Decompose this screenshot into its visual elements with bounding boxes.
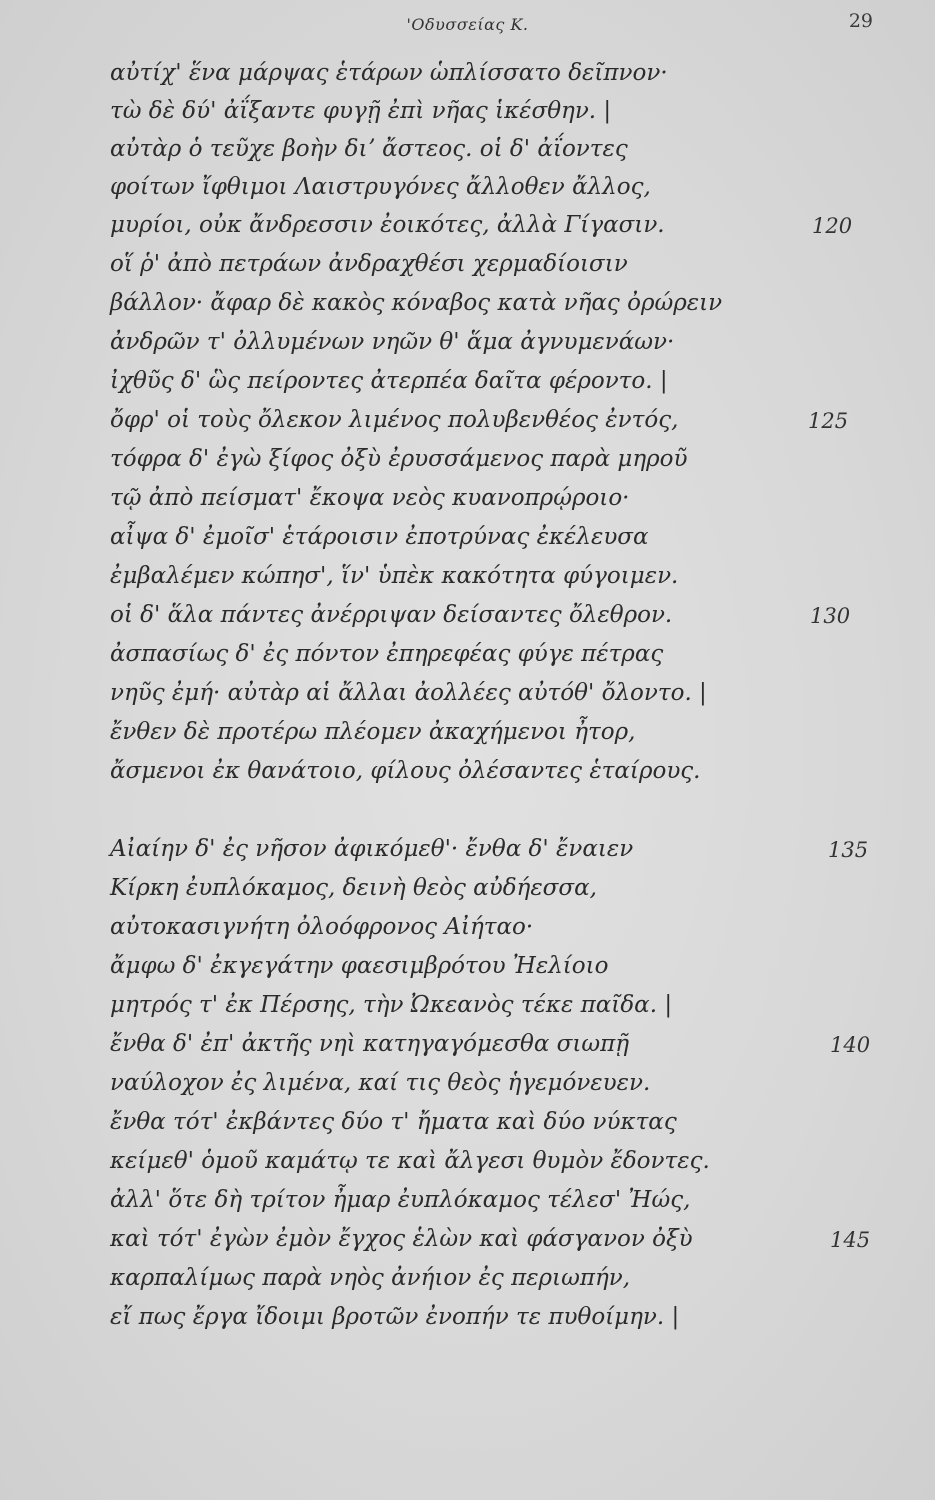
verse-line: τῷ ἀπὸ πείσματ' ἔκοψα νεὸς κυανοπρῴροιο· bbox=[110, 485, 630, 511]
verse-line: ἀλλ' ὅτε δὴ τρίτον ἦμαρ ἐυπλόκαμος τέλεσ' Ἠώς, bbox=[110, 1187, 691, 1213]
verse-line: ἄσμενοι ἐκ θανάτοιο, φίλους ὀλέσαντες ἑταίρους. bbox=[110, 758, 701, 784]
verse-line: βάλλον· ἄφαρ δὲ κακὸς κόναβος κατὰ νῆας ὀρώρειν bbox=[110, 290, 723, 316]
verse-line: ἔνθεν δὲ προτέρω πλέομεν ἀκαχήμενοι ἦτορ, bbox=[110, 719, 636, 745]
verse-line: ἔνθα δ' ἐπ' ἀκτῆς νηὶ κατηγαγόμεσθα σιωπῇ bbox=[110, 1031, 630, 1057]
verse-line: μητρός τ' ἐκ Πέρσης, τὴν Ὠκεανὸς τέκε παῖδα. | bbox=[110, 992, 673, 1018]
verse-line: ἰχθῦς δ' ὣς πείροντες ἀτερπέα δαῖτα φέροντο. | bbox=[110, 368, 668, 394]
verse-line: αὐτίχ' ἕνα μάρψας ἑτάρων ὡπλίσσατο δεῖπνον· bbox=[110, 60, 668, 86]
verse-line: ἔνθα τότ' ἐκβάντες δύο τ' ἤματα καὶ δύο νύκτας bbox=[110, 1109, 677, 1135]
line-number: 145 bbox=[830, 1228, 871, 1252]
verse-line: ὄφρ' οἱ τοὺς ὄλεκον λιμένος πολυβενθέος ἐντός, bbox=[110, 407, 679, 433]
verse-line: ἐμβαλέμεν κώπησ', ἵν' ὑπὲκ κακότητα φύγοιμεν. bbox=[110, 563, 679, 589]
verse-line: αὐτὰρ ὁ τεῦχε βοὴν διʼ ἄστεος. οἱ δ' ἀΐοντες bbox=[110, 136, 628, 162]
verse-line: Κίρκη ἐυπλόκαμος, δεινὴ θεὸς αὐδήεσσα, bbox=[110, 875, 597, 901]
line-number: 135 bbox=[828, 838, 869, 862]
running-title: 'Οδυσσείας Κ. bbox=[406, 15, 529, 34]
verse-line: οἱ δ' ἅλα πάντες ἀνέρριψαν δείσαντες ὄλεθρον. bbox=[110, 602, 673, 628]
line-number: 140 bbox=[830, 1033, 871, 1057]
line-number: 120 bbox=[812, 214, 853, 238]
verse-line: καὶ τότ' ἐγὼν ἐμὸν ἔγχος ἑλὼν καὶ φάσγανον ὀξὺ bbox=[110, 1226, 693, 1252]
verse-line: οἵ ῥ' ἀπὸ πετράων ἀνδραχθέσι χερμαδίοισιν bbox=[110, 251, 628, 277]
page-number: 29 bbox=[848, 10, 873, 32]
verse-line: νηῦς ἐμή· αὐτὰρ αἱ ἄλλαι ἀολλέες αὐτόθ' ὄλοντο. | bbox=[110, 680, 707, 706]
verse-line: μυρίοι, οὐκ ἄνδρεσσιν ἐοικότες, ἀλλὰ Γίγασιν. bbox=[110, 212, 665, 238]
verse-line: ἀνδρῶν τ' ὀλλυμένων νηῶν θ' ἅμα ἀγνυμενάων· bbox=[110, 329, 675, 355]
verse-line: εἴ πως ἔργα ἴδοιμι βροτῶν ἐνοπήν τε πυθοίμην. | bbox=[110, 1304, 680, 1330]
verse-line: κείμεθ' ὁμοῦ καμάτῳ τε καὶ ἄλγεσι θυμὸν ἔδοντες. bbox=[110, 1148, 710, 1174]
verse-line: ἄμφω δ' ἐκγεγάτην φαεσιμβρότου Ἠελίοιο bbox=[110, 953, 609, 979]
verse-line: τόφρα δ' ἐγὼ ξίφος ὀξὺ ἐρυσσάμενος παρὰ μηροῦ bbox=[110, 446, 688, 472]
verse-line: φοίτων ἴφθιμοι Λαιστρυγόνες ἄλλοθεν ἄλλος, bbox=[110, 174, 651, 200]
verse-line: τὼ δὲ δύ' ἀΐξαντε φυγῇ ἐπὶ νῆας ἱκέσθην. | bbox=[110, 98, 612, 124]
verse-line: Αἰαίην δ' ἐς νῆσον ἀφικόμεθ'· ἔνθα δ' ἔναιεν bbox=[110, 836, 634, 862]
line-number: 125 bbox=[808, 409, 849, 433]
verse-line: αὐτοκασιγνήτη ὀλοόφρονος Αἰήταο· bbox=[110, 914, 534, 940]
verse-line: καρπαλίμως παρὰ νηὸς ἀνήιον ἐς περιωπήν, bbox=[110, 1265, 631, 1291]
verse-line: ναύλοχον ἐς λιμένα, καί τις θεὸς ἡγεμόνευεν. bbox=[110, 1070, 651, 1096]
line-number: 130 bbox=[810, 604, 851, 628]
verse-line: αἶψα δ' ἐμοῖσ' ἑτάροισιν ἐποτρύνας ἐκέλευσα bbox=[110, 524, 649, 550]
verse-line: ἀσπασίως δ' ἐς πόντον ἐπηρεφέας φύγε πέτρας bbox=[110, 641, 664, 667]
